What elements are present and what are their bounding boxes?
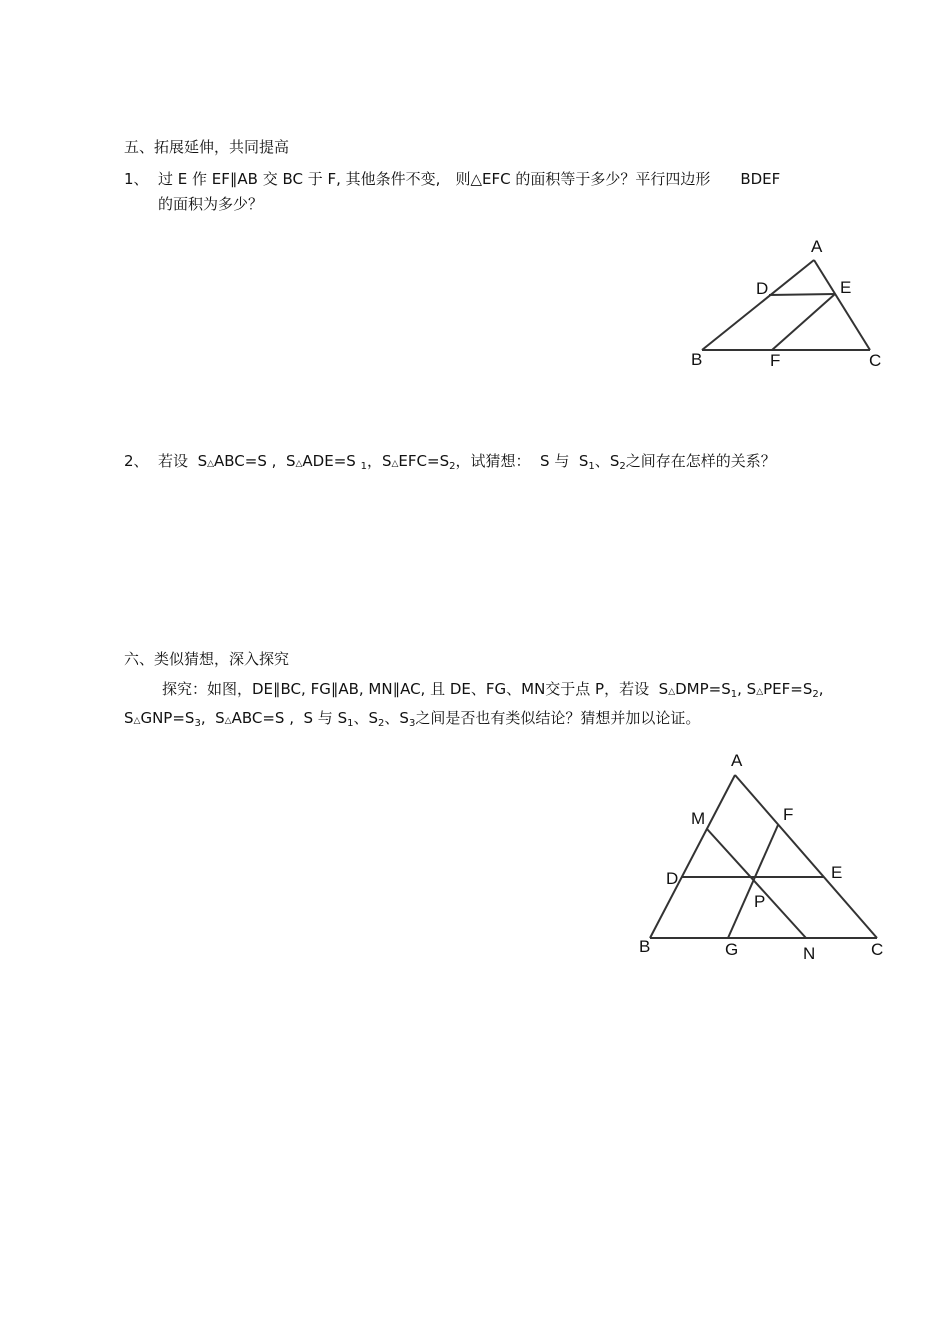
fig1-label-e: E	[840, 278, 852, 297]
question-2-number: 2、	[124, 452, 149, 470]
question-2-text: 若设 S△ABC=S , S△ADE=S $_1$，$S\triangle EFC=S_2$，试猜想： S 与 $S_1$、$S_2$之间存在怎样的关系？	[158, 452, 776, 472]
fig1-label-f: F	[770, 351, 781, 370]
fig1-segment-ef	[772, 294, 835, 350]
fig2-segment-fg	[728, 825, 778, 938]
fig2-label-f: F	[783, 805, 794, 824]
section-six-heading: 六、类似猜想，深入探究	[124, 650, 290, 668]
figure-1-triangle	[680, 230, 910, 380]
fig1-label-a: A	[811, 237, 823, 256]
section-five-heading: 五、拓展延伸，共同提高	[124, 138, 290, 156]
explore-line-2: $S\triangle GNP=S_3$, S△ABC=S , S 与 $S_1$、$S_2$、$S_3$之间是否也有类似结论？猜想并加以论证。	[124, 709, 701, 729]
fig2-label-a: A	[731, 751, 743, 770]
fig2-label-b: B	[639, 937, 651, 956]
fig2-side-ab	[650, 775, 735, 938]
question-1-number: 1、	[124, 170, 149, 188]
fig1-label-d: D	[756, 279, 769, 298]
fig2-label-d: D	[666, 869, 679, 888]
explore-line-1: 探究：如图，DE∥BC, FG∥AB, MN∥AC, 且 DE、FG、MN交于点 P，若设 $S\triangle DMP=S_1$, $S\triangle PEF=S_2$,	[162, 680, 824, 700]
fig2-label-e: E	[831, 863, 843, 882]
fig1-label-b: B	[691, 350, 703, 369]
fig2-segment-mn	[707, 829, 806, 938]
fig2-label-n: N	[803, 944, 816, 963]
figure-2-triangle	[630, 745, 900, 975]
fig2-side-ac	[735, 775, 877, 938]
question-1-line-1: 过 E 作 EF∥AB 交 BC 于 F, 其他条件不变, 则△EFC 的面积等于多少？平行四边形 BDEF	[158, 170, 781, 188]
fig2-label-m: M	[691, 809, 706, 828]
fig2-label-c: C	[871, 940, 884, 959]
fig1-label-c: C	[869, 351, 882, 370]
fig2-label-p: P	[754, 892, 766, 911]
fig1-segment-de	[769, 294, 835, 295]
fig1-side-ab	[702, 260, 814, 350]
fig2-label-g: G	[725, 940, 739, 959]
question-1-line-2: 的面积为多少？	[158, 195, 264, 213]
